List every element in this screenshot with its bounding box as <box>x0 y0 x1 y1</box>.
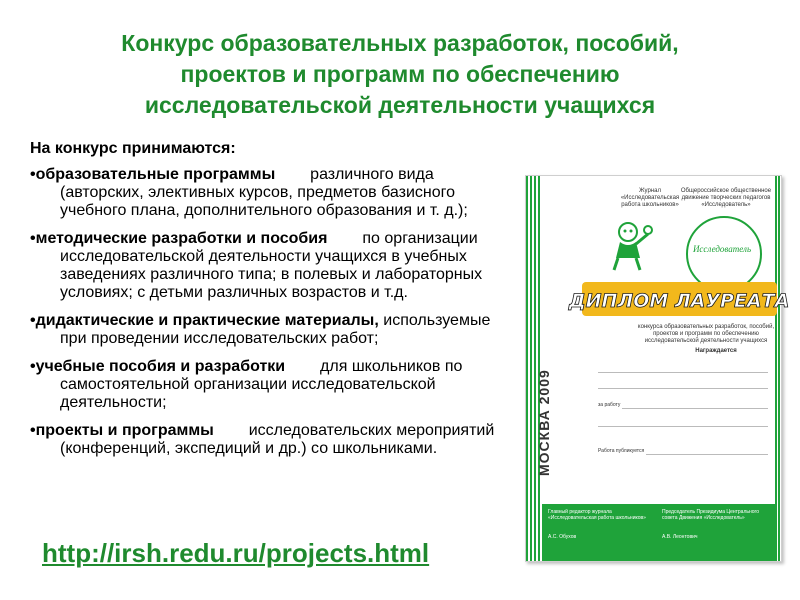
diploma-banner <box>568 276 790 322</box>
diploma-line <box>622 408 768 409</box>
footer-left-title: Главный редактор журнала «Исследовательская работа школьников» <box>548 509 646 521</box>
diploma-journal-name: Журнал «Исследовательская работа школьников» <box>620 188 680 208</box>
banner-text: ДИПЛОМ ЛАУРЕАТА <box>568 290 790 312</box>
list-item <box>30 422 510 458</box>
emblem-text: Исследователь <box>692 244 752 254</box>
list-intro: На конкурс принимаются: <box>30 140 236 157</box>
footer-right-title: Председатель Президиума Центрального совета Движения «Исследователь» <box>662 509 760 521</box>
diploma-publication-label: Работа публикуется <box>598 448 645 454</box>
diploma-stripes-right <box>775 176 781 561</box>
diploma-year-text: МОСКВА 2009 <box>536 369 552 476</box>
item-text: различного вида (авторских, элективных курсов, предметов базисного учебного плана, дополнительного образования и т. д.); <box>60 166 468 219</box>
child-mascot-icon <box>606 218 656 272</box>
accepted-list <box>30 140 510 468</box>
diploma-cover-image <box>525 175 790 562</box>
diploma-movement-name: Общероссийское общественное движение творческих педагогов «Исследователь» <box>680 188 772 208</box>
item-lead: •проекты и программы <box>30 422 214 439</box>
diploma-subtitle: конкурса образовательных разработок, пособий, проектов и программ по обеспечению исследовательской деятельности учащихся <box>637 324 775 344</box>
title-line-3: исследовательской деятельности учащихся <box>144 92 656 118</box>
list-item <box>30 312 510 348</box>
diploma-awarded: Награждается <box>695 348 737 354</box>
projects-link[interactable]: http://irsh.redu.ru/projects.html <box>42 538 430 568</box>
diploma-line <box>646 454 768 455</box>
diploma-line <box>598 388 768 389</box>
diploma-line <box>598 372 768 373</box>
diploma-footer <box>542 504 775 561</box>
diploma-year <box>536 369 552 477</box>
item-lead: •образовательные программы <box>30 166 276 183</box>
slide-title <box>30 28 770 121</box>
item-lead: •методические разработки и пособия <box>30 230 328 247</box>
item-text: для школьников по самостоятельной организации исследовательской деятельности; <box>60 358 463 411</box>
item-text: по организации исследовательской деятельности учащихся в учебных заведениях различного типа; в полевых и лабораторных условиях; с детьми различных возрастов и т.д. <box>60 230 483 301</box>
footer-left-signature: А.С. Обухов <box>548 534 577 540</box>
title-line-1: Конкурс образовательных разработок, пособий, <box>121 30 679 56</box>
list-item <box>30 358 510 412</box>
title-line-2: проектов и программ по обеспечению <box>180 61 620 87</box>
item-lead: •учебные пособия и разработки <box>30 358 286 375</box>
footer-right-signature: А.В. Леонтович <box>662 534 698 540</box>
list-item <box>30 230 510 302</box>
list-item <box>30 166 510 220</box>
diploma-work-label: за работу <box>598 402 621 408</box>
diploma-line <box>598 426 768 427</box>
item-lead: •дидактические и практические материалы, <box>30 312 379 329</box>
item-text: используемые при проведении исследовательских работ; <box>60 312 491 347</box>
item-text: исследовательских мероприятий (конференций, экспедиций и др.) со школьниками. <box>60 422 495 457</box>
